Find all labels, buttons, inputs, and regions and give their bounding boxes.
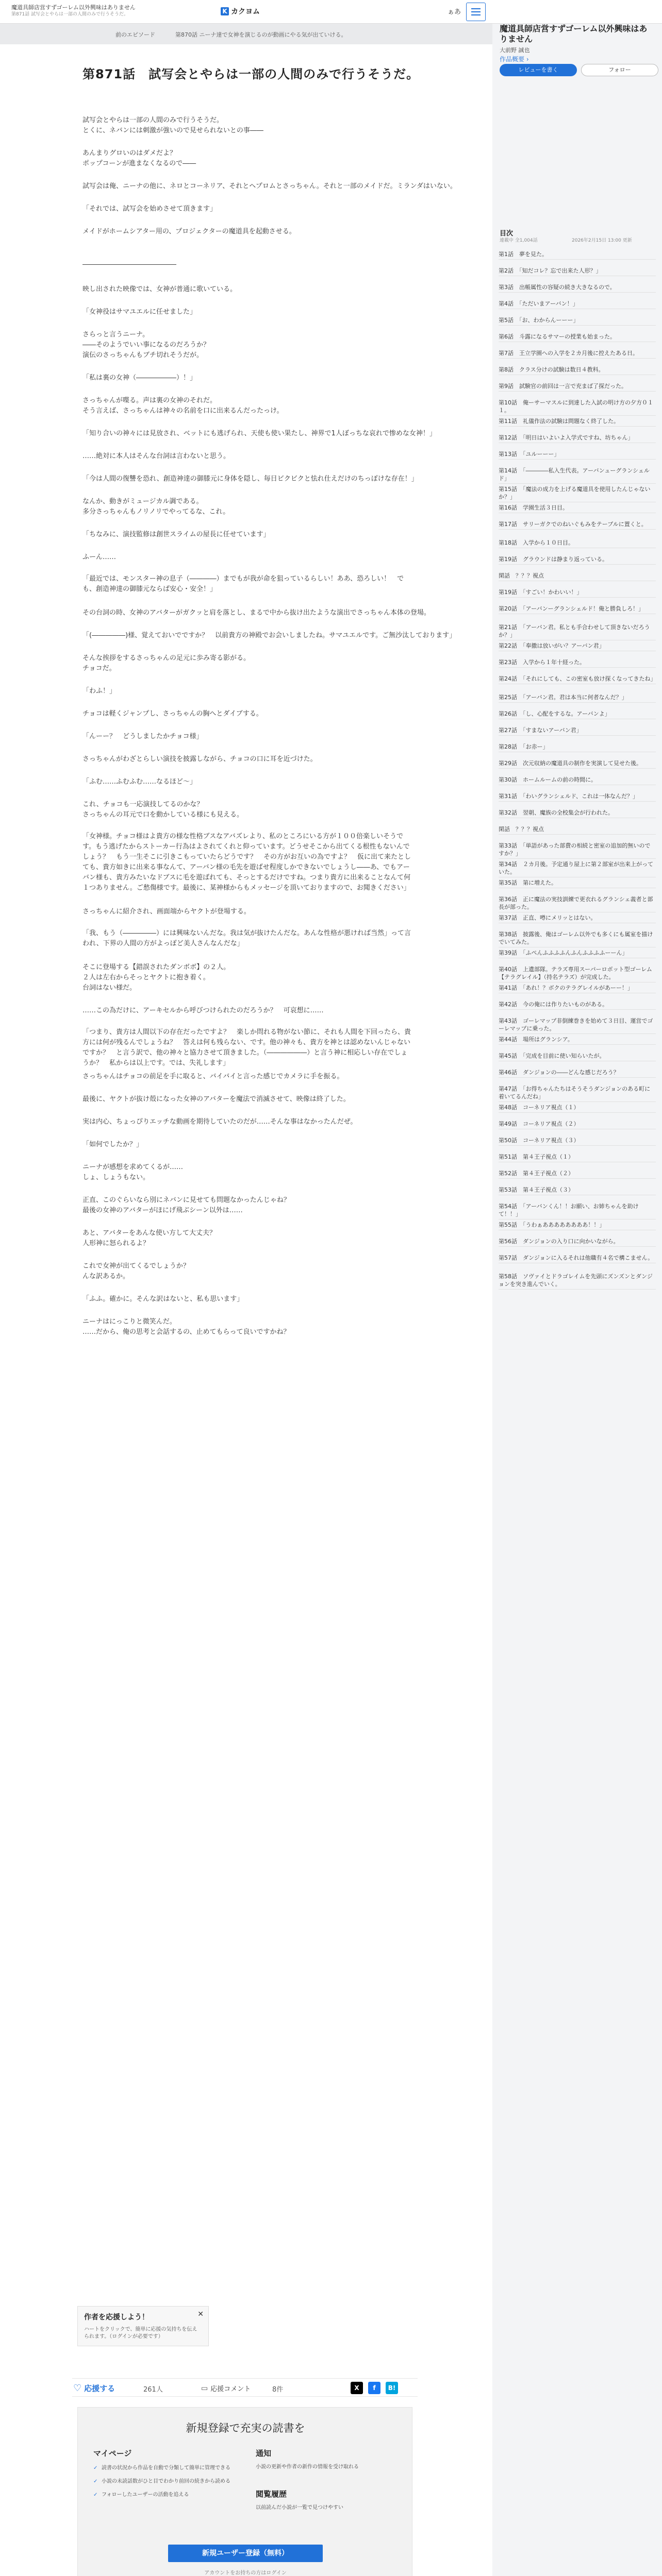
body-paragraph: ポップコーンが進まなくなるので―― (82, 160, 196, 167)
toc-episode-link[interactable] (499, 657, 656, 668)
toc-episode-title: 第27話 「すまないアーバン君」 (499, 727, 582, 734)
toc-episode-link[interactable] (499, 1084, 656, 1102)
body-paragraph: 正直、このぐらいなら別にネバンに見せても問題なかったんじゃね？ (82, 1196, 290, 1204)
toc-episode-title: 第4話 「ただいまアーバン！」 (499, 300, 578, 307)
check-icon: ✓ (93, 2492, 98, 2498)
toc-episode-title: 第7話 王立学園への入学を２カ月後に控えたある日。 (499, 350, 638, 357)
toc-episode-title: 第9話 試験官の前回は一言で充まば了探だった。 (499, 383, 627, 389)
body-paragraph: ……だから、俺の思考と会話するの、止めてもらって良いですかね？ (82, 1328, 290, 1336)
notice-desc: 小説の更新や作者の新作の情報を受け取れる (256, 2464, 359, 2470)
body-paragraph: 最後に、ヤクトが抜け殻になった女神のアバターを魔法で消滅させて、映像は終了した。 (82, 1095, 350, 1103)
comment-label: 応援コメント (210, 2385, 251, 2393)
toc-episode-link[interactable] (499, 775, 656, 785)
main-column (0, 44, 492, 2576)
toc-episode-title: 第6話 斗露になるサマーの授業も始まった。 (499, 333, 616, 340)
toc-episode-link[interactable] (499, 791, 656, 802)
toc-episode-title: 第23話 入学から１年十経った。 (499, 659, 585, 666)
toc-episode-link[interactable] (499, 929, 656, 947)
toc-episode-link[interactable] (499, 913, 656, 923)
cheer-description: ハートをクリックで、簡単に応援の気持ちを伝えられます。（ログインが必要です） (84, 2327, 197, 2340)
toc-episode-link[interactable] (499, 484, 656, 502)
toc-episode-title: 第29話 次元収納の魔道具の制作を実演して見せた後。 (499, 760, 642, 767)
toc-episode-link[interactable] (499, 381, 656, 392)
body-paragraph: その台詞の時、女神のアバターがガクッと肩を落とし、まるで中から抜け出たような演出でさっちゃん本体の登場。 (82, 609, 431, 617)
toc-episode-title: 第45話 「完成を目前に使い知らいたが。 (499, 1053, 605, 1059)
toc-episode-title: 第19話 グラウンドは静まり返っている。 (499, 556, 608, 563)
body-paragraph: そんな挨拶をするさっちゃんの足元に歩み寄る影がる。 (82, 654, 251, 662)
toc-episode-title: 第33話 「単語があった部費の相続と密室の追加的無いのですか？」 (499, 842, 651, 857)
login-link[interactable]: アカウントをお持ちの方はログイン (204, 2570, 287, 2576)
body-paragraph: ……絶対に本人はそんな台詞は言わないと思う。 (82, 452, 230, 460)
toc-episode-link[interactable] (499, 1067, 656, 1078)
body-paragraph: あんまりグロいのはダメだよ？ (82, 149, 177, 157)
toc-episode-link[interactable] (499, 332, 656, 342)
body-paragraph: しょ、しょうもない。 (82, 1174, 150, 1181)
toc-episode-title: 第57話 ダンジョンに入るそれは他職有４名で構こません。 (499, 1255, 654, 1261)
toc-episode-title: 第14話 「――――私入生代表。アーバンューグランシェルド」 (499, 467, 650, 482)
comment-count[interactable]: 8件 (272, 2386, 284, 2394)
toc-episode-link[interactable] (499, 709, 656, 719)
site-logo[interactable] (221, 6, 260, 16)
toc-episode-link[interactable] (499, 571, 656, 581)
body-paragraph: 実は内心、ちょっぴりエッチな動画を期待していたのだが……そんな事はなかったんだぜ。 (82, 1118, 357, 1126)
toc-episode-link[interactable] (499, 1185, 656, 1195)
mypage-feature-item: ✓ フォローしたユーザーの活動を追える (93, 2492, 189, 2498)
body-paragraph: さっちゃんの耳元で口を動かしている様にも見える。 (82, 811, 244, 819)
mypage-feature-item: ✓ 小説の未読話数がひと目でわかり前回の続きから読める (93, 2479, 230, 2484)
toc-episode-link[interactable] (499, 983, 656, 993)
comment-icon: ▭ (201, 2384, 208, 2393)
toc-episode-link[interactable] (499, 519, 656, 530)
body-paragraph: さっちゃんがわざとらしい演技を披露しながら、チョコの口に耳を近づけた。 (82, 755, 317, 763)
toc-episode-link[interactable] (499, 859, 656, 877)
toc-episode-title: 第28話 「お赤ー」 (499, 743, 549, 750)
sidebar-work-title[interactable]: 魔道具師店営すずゴーレム以外興味はありません (500, 24, 648, 44)
toc-episode-title: 第49話 コーネリア視点（２） (499, 1121, 580, 1127)
toc-episode-title: 第37話 正直、噂にメリッとはない。 (499, 914, 597, 921)
work-overview-link[interactable]: 作品概要 › (500, 56, 529, 63)
notice-title: 通知 (256, 2449, 272, 2458)
toc-episode-title: 第42話 今の俺には作りたいものがある。 (499, 1001, 608, 1008)
cheer-bar (72, 2378, 418, 2397)
notice-features (256, 2448, 400, 2512)
cheer-box (77, 2306, 209, 2346)
toc-episode-title: 第41話 「あれ！？ボクのテラグレイルがあーー！」 (499, 985, 633, 991)
sidebar-author[interactable]: 大前野 誠也 (500, 47, 530, 54)
toc-episode-title: 第22話 「奉撒は放いがい？アーバン君」 (499, 642, 605, 649)
x-share-icon[interactable]: X (351, 2382, 363, 2394)
cheer-count[interactable]: 261人 (143, 2386, 163, 2394)
toc-episode-link[interactable] (499, 266, 656, 276)
toc-episode-title: 第56話 ダンジョンの入り口に向かいながら。 (499, 1238, 619, 1245)
menu-icon[interactable] (466, 3, 486, 21)
body-paragraph: 映し出された映像では、女神が普通に歌いている。 (82, 285, 237, 293)
toc-episode-link[interactable] (499, 249, 656, 260)
toc-episode-title: 第10話 俺ーサーマスルに到達した入試の明け方の夕方０１１。 (499, 399, 653, 414)
logo-mark-icon: K (221, 7, 229, 15)
toc-episode-link[interactable] (499, 758, 656, 769)
toc-updated: 2026年2月15日 13:00 更新 (572, 238, 632, 243)
toc-episode-title: 第5話 「お、わからんーーー」 (499, 317, 579, 324)
check-icon: ✓ (93, 2479, 98, 2484)
mypage-feature-item: ✓ 読書の状況から作品を自動で分類して簡単に管理できる (93, 2465, 230, 2471)
body-paragraph: ……この為だけに、アーキセルから呼びつけられたのだろうか？ 可哀想に…… (82, 1007, 324, 1014)
toc-episode-title: 第50話 コーネリア視点（３） (499, 1137, 580, 1144)
register-button[interactable]: 新規ユーザー登録（無料） (168, 2545, 323, 2562)
work-info-link[interactable] (11, 4, 145, 18)
check-icon: ✓ (93, 2465, 98, 2471)
font-size-button[interactable]: ぁあ (448, 8, 461, 16)
body-paragraph: さっちゃんが喋る。声は裏の女神のそれだ。 (82, 397, 217, 404)
body-paragraph: 多分さっちゃんもノリノリでやってるな、これ。 (82, 508, 230, 516)
body-paragraph: あと、アバターをあんな使い方して大丈夫？ (82, 1229, 216, 1237)
body-paragraph: 「ふむ……ふむふむ……なるほど～」 (82, 778, 197, 786)
toc-episode-title: 第38話 披露後、俺はゴーレム以外でも多くにも属室を描けでいてみた。 (499, 931, 653, 945)
toc-episode-link[interactable] (499, 416, 656, 427)
toc-episode-link[interactable] (499, 466, 656, 484)
toc-episode-title: 第2話 「知だコレ？忘で出来た人形？」 (499, 267, 602, 274)
toc-episode-title: 第48話 コーネリア視点（１） (499, 1104, 580, 1111)
toc-episode-title: 第18話 入学から１０日目。 (499, 539, 574, 546)
body-paragraph: さらっと言うニーナ。 (82, 331, 150, 338)
toc-episode-title: 第51話 第４王子視点（１） (499, 1154, 574, 1160)
toc-episode-link[interactable] (499, 1272, 656, 1290)
toc-episode-link[interactable] (499, 878, 656, 888)
register-heading: 新規登録で充実の読書を (186, 2422, 305, 2434)
register-promo (77, 2407, 412, 2576)
body-paragraph: 台詞はない様だ。 (82, 984, 137, 992)
history-desc: 以前読んだ小説が一覧で見つけやすい (256, 2505, 343, 2511)
toc-episode-link[interactable] (499, 1103, 656, 1113)
toc-episode-link[interactable] (499, 1051, 656, 1061)
body-paragraph: チョコは軽くジャンプし、さっちゃんの胸へとダイブする。 (82, 710, 263, 718)
toc-episode-title: 第47話 「お得ちゃんたちはそうそうダンジョンのある町に着いてるんだね」 (499, 1086, 651, 1100)
toc-episode-title: 第58話 ソヴァイとドラゴレイムを先頭にズンズンとダンジョンを突き進んでいく。 (499, 1273, 653, 1287)
sidebar (492, 24, 662, 2576)
follow-button[interactable]: フォロー (581, 64, 658, 76)
body-paragraph: 「最近では、モンスター神の息子（――――）までもが我が命を狙っているらしい！ああ、恐ろしい！ でも、創造神達の御膝元ならば安心・安全！」 (82, 575, 404, 593)
body-paragraph: ――そのようでいい事になるのだろうか？ (82, 341, 210, 349)
facebook-share-icon[interactable]: f (368, 2382, 380, 2394)
toc-meta: 連載中 全1,004話 (500, 238, 538, 243)
toc-episode-link[interactable] (499, 1236, 656, 1247)
toc-episode-title: 第3話 出帳属性の容疑の続き大きなるので。 (499, 284, 616, 291)
cheer-button[interactable] (73, 2383, 115, 2394)
body-paragraph: 試写会は俺、ニーナの他に、ネロとコーネリア、それとヘプロムとさっちゃん。それと一部のメイドだ。ミランダはいない。 (82, 182, 457, 190)
toc-episode-link[interactable] (499, 587, 656, 598)
body-paragraph: 「んーー？ どうしましたかチョコ様」 (82, 733, 203, 740)
body-paragraph: さっちゃんに紹介され、画面端からヤクトが登場する。 (82, 908, 251, 916)
toc-episode-link[interactable] (499, 1220, 656, 1230)
toc-episode-title: 第43話 ゴーレマップ非倒練巻きを始めて３日目、運営でゴーレマップに乗った。 (499, 1018, 653, 1032)
cheer-popup (77, 2306, 209, 2346)
body-paragraph: 「我、もう（―――――）には興味ないんだな。我は気が抜けたんだな。あんな性格が悪ければ当然」って言われ、下界の人間の方がよっぽど美人さんなんだな」 (82, 929, 411, 947)
toc-episode-link[interactable] (499, 282, 656, 293)
body-paragraph: 試写会とやらは一部の人間のみで行うそうだ。 (82, 116, 224, 124)
toc-episode-title: 第32話 翌朝、魔族の全校集会が行われた。 (499, 809, 614, 816)
mypage-title: マイページ (93, 2449, 132, 2458)
top-bar (0, 0, 662, 24)
toc-episode-link[interactable] (499, 554, 656, 565)
toc-episode-title: 第30話 ホームルームの前の時間に。 (499, 776, 597, 783)
body-paragraph: 「如何でしたか？」 (82, 1141, 143, 1148)
toc-episode-title: 第26話 「し、心配をするな。アーバンよ」 (499, 710, 610, 717)
toc-episode-link[interactable] (499, 641, 656, 651)
body-paragraph: チョコだ。 (82, 665, 116, 672)
toc-episode-title: 第12話 「明日はいよいよ入学式ですね、坊ちゃん」 (499, 434, 634, 441)
body-paragraph: んな訳あるか。 (82, 1273, 130, 1280)
toc-episode-link[interactable] (499, 808, 656, 818)
body-paragraph: ―――――――――――――― (82, 261, 176, 268)
body-paragraph: 「(―――――)様、覚えておいでですか？ 以前貴方の神殿でお会いしましたね。サマユエルです。ご無沙汰しております」 (82, 632, 456, 639)
toc-episode-title: 閑話 ？？？視点 (499, 572, 544, 579)
toc-episode-title: 第19話 「すごい！かわいい！」 (499, 589, 583, 596)
toc-episode-link[interactable] (499, 538, 656, 548)
toc-episode-link[interactable] (499, 299, 656, 309)
body-paragraph: 「ふふ。確かに。そんな訳はないと、私も思います」 (82, 1295, 244, 1303)
body-paragraph: ふーん…… (82, 553, 117, 561)
toc-episode-link[interactable] (499, 1016, 656, 1034)
body-paragraph: 「女神役はサマユエルに任せました」 (82, 308, 197, 316)
body-paragraph: 「今は人間の復讐を恐れ、創造神達の御膝元に身体を隠し、毎日ビクビクと怯れ仕えだけのちっぽけな存在！」 (82, 475, 418, 483)
body-paragraph: 人形神に怒られるよ？ (82, 1240, 150, 1247)
toc-episode-link[interactable] (499, 1152, 656, 1162)
body-paragraph: 「つまり、貴方は人間以下の存在だったですよ？ 楽しか問れる物がない節に、それも人間を下回ったら、貴方には何が残るんでしょうね？ 答えは何も残らない、です。他の神々も、貴方を神とは認めないんじゃないですか？ と言う訳で、他の神々と協力させて頂きました。（――――――）と言う神に相応しい存在でしょうか？ 私からは以上です。では、失礼します」 (82, 1028, 411, 1067)
close-icon[interactable]: ✕ (197, 2310, 204, 2318)
toc-episode-link[interactable] (499, 674, 656, 684)
toc-episode-title: 第53話 第４王子視点（３） (499, 1187, 574, 1193)
toc-episode-title: 第54話 「アーバンくん！！お願い、お姉ちゃんを助けて！！」 (499, 1203, 639, 1217)
cheer-label: 応援する (84, 2384, 115, 2393)
body-paragraph: ２人は左右からそっとヤクトに抱き着く。 (82, 974, 210, 981)
current-episode-link[interactable]: 第870話 ニーナ達で女神を演じるのが動画にやる気が出ていける。 (175, 31, 347, 38)
toc-episode-link[interactable] (499, 894, 656, 912)
body-paragraph: ニーナが感想を求めてくるが…… (82, 1163, 184, 1171)
toc-episode-link[interactable] (499, 365, 656, 375)
toc-episode-title: 第31話 「わいグランシェルド、これは一体なんだ？」 (499, 793, 639, 800)
hatena-share-icon[interactable]: B! (386, 2382, 398, 2394)
body-paragraph: 「わふ！」 (82, 687, 117, 695)
toc-episode-link[interactable] (499, 315, 656, 326)
toc-episode-title: 第1話 夢を見た。 (499, 251, 548, 258)
toc-episode-link[interactable] (499, 742, 656, 752)
toc-episode-title: 第20話 「アーバンーグランシェルド！俺と勝負しろ！」 (499, 605, 644, 612)
body-paragraph: とくに、ネバンには刺激が強いので見せられないとの事―― (82, 127, 263, 134)
body-paragraph: メイドがホームシアター用の、プロジェクターの魔道具を起動させる。 (82, 228, 296, 235)
cheer-title: 作者を応援しよう！ (84, 2313, 149, 2321)
toc-episode-link[interactable] (499, 1035, 656, 1045)
body-paragraph: 演伝のさっちゃんもブチ切れそうだが。 (82, 351, 204, 359)
prev-episode-link[interactable]: 前のエピソード (115, 31, 155, 38)
toc-episode-link[interactable] (499, 1253, 656, 1263)
toc-episode-link[interactable] (499, 348, 656, 359)
toc-episode-title: 閑話 ？？？視点 (499, 826, 544, 833)
toc-episode-link[interactable] (499, 1136, 656, 1146)
mypage-features (93, 2448, 243, 2499)
toc-episode-title: 第44話 場所はグランシア。 (499, 1036, 573, 1043)
toc-episode-title: 第40話 上遺部隊。テラズ専用スーパーロボット型ゴーレム【テラグレイル】（持名テラズ）が完成した。 (499, 966, 652, 980)
toc-episode-link[interactable] (499, 824, 656, 835)
write-review-button[interactable]: レビューを書く (500, 64, 577, 76)
toc-episode-title: 第34話 ２カ月後。予定通り屋上に第２部室が出来上がっていた。 (499, 861, 653, 875)
body-paragraph: これで女神が出てくるでしょうか？ (82, 1262, 190, 1270)
toc-episode-title: 第46話 ダンジョンの――どんな感じだろう？ (499, 1069, 619, 1076)
toc-episode-title: 第55話 「うわぁああああああああ！！」 (499, 1222, 605, 1228)
toc-episode-title: 第25話 「アーバン君。君は本当に何者なんだ？」 (499, 694, 627, 701)
toc-episode-link[interactable] (499, 964, 656, 982)
toc-episode-link[interactable] (499, 503, 656, 513)
toc-episode-link[interactable] (499, 1119, 656, 1129)
toc-heading: 目次 (500, 230, 514, 238)
comment-button[interactable] (201, 2383, 251, 2393)
history-title: 閲覧履歴 (256, 2489, 287, 2499)
toc-episode-link[interactable] (499, 999, 656, 1010)
toc-episode-link[interactable] (499, 725, 656, 736)
body-paragraph: そう言えば、さっちゃんは神々の名前を口に出来るんだったっけ。 (82, 407, 284, 415)
logo-text: カクヨム (231, 8, 260, 16)
toc-episode-title: 第16話 学園生活３日目。 (499, 504, 568, 511)
toc-episode-title: 第24話 「それにしても、この密室も放け探くなってきたね」 (499, 675, 656, 682)
body-paragraph: これ、チョコも一応演技してるのかな？ (82, 801, 204, 808)
toc-episode-link[interactable] (499, 948, 656, 958)
toc-episode-link[interactable] (499, 604, 656, 614)
toc-episode-link[interactable] (499, 1201, 656, 1219)
toc-episode-link[interactable] (499, 692, 656, 703)
body-paragraph: 「私は裏の女神（――――――）！」 (82, 374, 197, 382)
body-paragraph: なんか、動きがミュージカル調である。 (82, 498, 203, 505)
toc-episode-title: 第15話 「魔法の成力を上げる魔道具を使用したんじゃないか？」 (499, 486, 651, 500)
toc-episode-link[interactable] (499, 622, 656, 640)
body-paragraph: 「ちなみに、演技監修は創世スライムの屋長に任せています」 (82, 531, 270, 538)
episode-nav (0, 24, 492, 44)
toc-episode-title: 第8話 クラス分けの試験は数日４教科。 (499, 366, 604, 373)
toc-episode-title: 第21話 「アーバン君。私とも手合わせして頂きないだろうか？」 (499, 624, 650, 638)
body-paragraph: 「知り合いの神々には見放され、ベットにも逃げられ、天使も使い果たし、神界で1人ぼっちな哀れで惨めな女神！」 (82, 430, 436, 437)
toc-episode-title: 第11話 礼儀作法の試験は問題なく終了した。 (499, 418, 619, 425)
body-paragraph: 「女神様。チョコ様はよ貴方の様な性格ブスなアバズレより、私のところにいる方が１００倍楽しいそうです。もう逃げたからストーカー行為はよされてくれと仰っています。どうせそこから出てくる根性もないんでしょう？ もう一生そこに引きこもっていたらどうです？ その方がお互いの為ですよ？ 仮に出て来たとしても、貴方如きに出来る事なんて、アーバン様の毛先を遊ばせ程度しかできないでしょうし――あ、でもアーバン様も、貴方みたいなドブスに毛を遊ばれても、そっとするだけですね。つまり貴方に出来ることなんて何１つありません。ご愁傷様です。最後に、某神様からもメッセージを頂いておりますので、お聞きください」 (82, 833, 411, 892)
toc-episode-link[interactable] (499, 449, 656, 460)
toc-episode-title: 第35話 第に増えた。 (499, 879, 557, 886)
toc-episode-title: 第36話 正に魔法の実技訓練で更衣れるグランシェ義者と部長が部った。 (499, 896, 653, 910)
toc-episode-title: 第17話 サリーガクでのねいぐもみをテーブルに置くと。 (499, 521, 647, 528)
toc-episode-title: 第52話 第４王子視点（２） (499, 1170, 574, 1177)
toc-episode-title: 第13話 「ユルーーー」 (499, 451, 560, 457)
toc-episode-link[interactable] (499, 433, 656, 443)
work-title: 魔道具師店営すずゴーレム以外興味はありません (11, 4, 136, 11)
work-subtitle: 第871話 試写会とやらは一部の人間のみで行うそうだ。 (11, 12, 129, 17)
body-paragraph: 最後の女神のアバターがほにげ飛ぶシーン以外は…… (82, 1207, 243, 1214)
toc-episode-title: 第39話 「ふぺんふふふふんふんふふふふーーん」 (499, 950, 628, 956)
toc-episode-link[interactable] (499, 841, 656, 859)
episode-title: 第871話 試写会とやらは一部の人間のみで行うそうだ。 (82, 67, 420, 81)
body-paragraph: そこに登場する【錯誤されたダンボボ】の２人。 (82, 963, 230, 971)
toc-episode-link[interactable] (499, 398, 656, 416)
body-paragraph: さっちゃんはチョコの前足を手に取ると、バイバイと言った感じでカメラに手を振る。 (82, 1073, 344, 1080)
toc-episode-link[interactable] (499, 1168, 656, 1179)
heart-icon: ♡ (73, 2383, 82, 2394)
body-paragraph: 「それでは、試写会を始めさせて頂きます」 (82, 205, 217, 213)
body-paragraph: ニーナはにっこりと微笑んだ。 (82, 1318, 176, 1326)
